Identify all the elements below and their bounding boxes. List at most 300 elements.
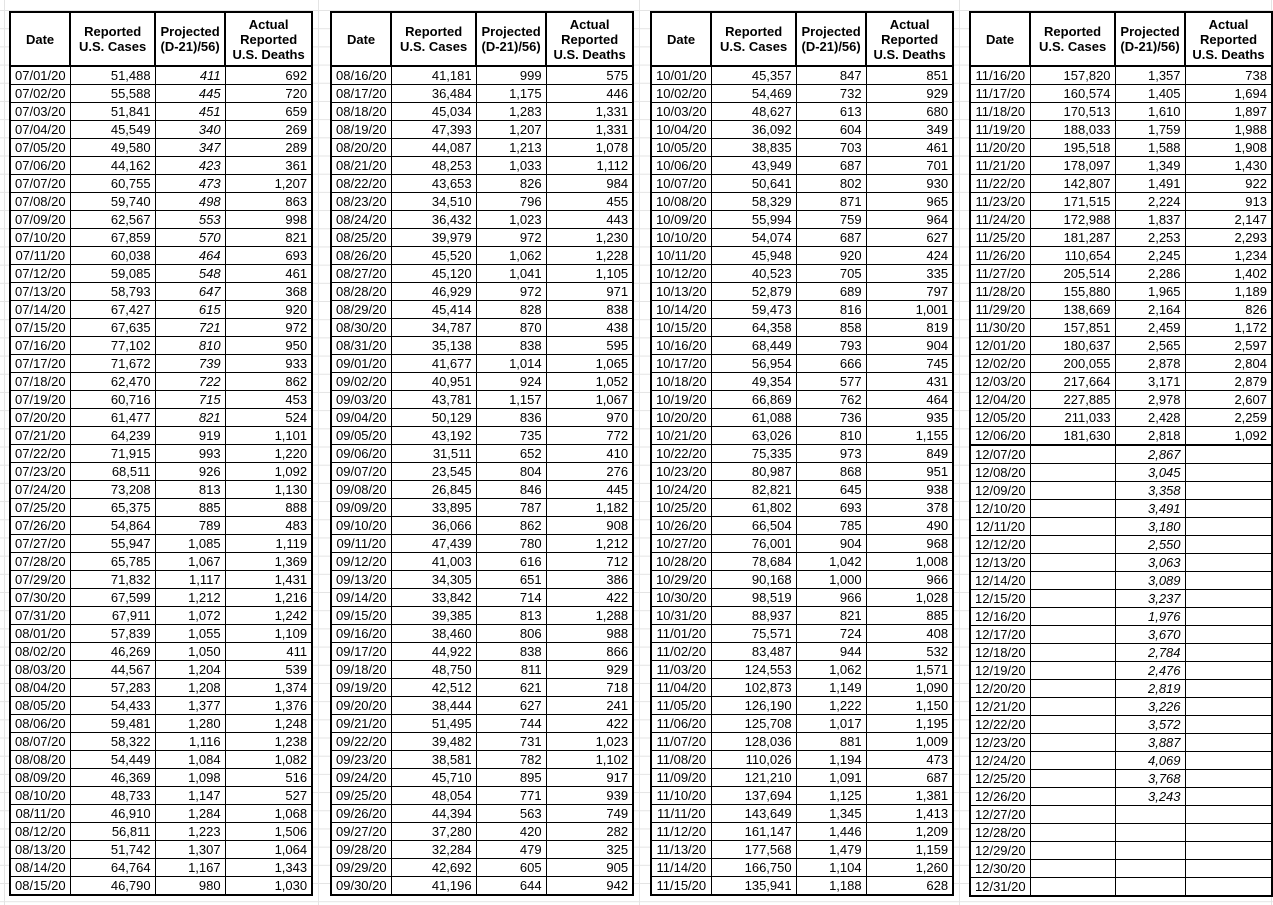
date-cell: 10/07/20	[651, 175, 711, 193]
actual-deaths-cell: 532	[866, 643, 953, 661]
table-row	[10, 229, 312, 247]
table-row	[10, 751, 312, 769]
reported-cases-cell: 35,138	[391, 337, 476, 355]
projected-deaths-cell: 838	[476, 337, 546, 355]
table-row	[651, 823, 953, 841]
reported-cases-cell: 180,637	[1030, 337, 1115, 355]
date-cell: 10/26/20	[651, 517, 711, 535]
date-cell: 08/20/20	[331, 139, 391, 157]
date-cell: 07/17/20	[10, 355, 70, 373]
actual-deaths-cell: 745	[866, 355, 953, 373]
reported-cases-cell: 67,635	[70, 319, 155, 337]
actual-deaths-cell: 797	[866, 283, 953, 301]
reported-cases-cell	[1030, 788, 1115, 806]
table-row	[10, 427, 312, 445]
projected-deaths-cell: 1,223	[155, 823, 225, 841]
table-row	[10, 319, 312, 337]
actual-deaths-cell: 1,119	[225, 535, 312, 553]
reported-cases-cell: 47,393	[391, 121, 476, 139]
actual-deaths-cell: 1,105	[546, 265, 633, 283]
reported-cases-cell: 181,287	[1030, 229, 1115, 247]
reported-cases-cell: 38,460	[391, 625, 476, 643]
projected-deaths-cell: 1,588	[1115, 139, 1185, 157]
table-row	[331, 66, 633, 85]
date-cell: 12/03/20	[970, 373, 1030, 391]
date-cell: 09/16/20	[331, 625, 391, 643]
projected-deaths-cell: 479	[476, 841, 546, 859]
projected-deaths-cell: 2,459	[1115, 319, 1185, 337]
projected-deaths-cell: 736	[796, 409, 866, 427]
date-cell: 07/23/20	[10, 463, 70, 481]
table-row	[331, 445, 633, 463]
table-row	[331, 391, 633, 409]
projected-deaths-cell: 868	[796, 463, 866, 481]
reported-cases-cell	[1030, 716, 1115, 734]
actual-deaths-cell: 1,052	[546, 373, 633, 391]
reported-cases-cell: 38,444	[391, 697, 476, 715]
table-row	[331, 571, 633, 589]
reported-cases-cell: 90,168	[711, 571, 796, 589]
table-row	[331, 157, 633, 175]
actual-deaths-cell: 431	[866, 373, 953, 391]
table-row	[970, 734, 1272, 752]
date-cell: 10/31/20	[651, 607, 711, 625]
reported-cases-cell: 43,781	[391, 391, 476, 409]
projected-deaths-cell: 895	[476, 769, 546, 787]
reported-cases-cell: 170,513	[1030, 103, 1115, 121]
date-cell: 12/28/20	[970, 824, 1030, 842]
actual-deaths-cell: 1,112	[546, 157, 633, 175]
reported-cases-cell: 67,427	[70, 301, 155, 319]
table-row	[331, 283, 633, 301]
date-cell: 07/20/20	[10, 409, 70, 427]
actual-deaths-cell: 2,259	[1185, 409, 1272, 427]
table-row	[10, 391, 312, 409]
projected-deaths-cell: 1,965	[1115, 283, 1185, 301]
reported-cases-cell	[1030, 680, 1115, 698]
projected-deaths-cell: 1,117	[155, 571, 225, 589]
date-cell: 10/03/20	[651, 103, 711, 121]
projected-deaths-cell: 1,479	[796, 841, 866, 859]
table-row	[651, 391, 953, 409]
date-cell: 07/15/20	[10, 319, 70, 337]
actual-deaths-cell	[1185, 734, 1272, 752]
actual-deaths-cell: 942	[546, 877, 633, 896]
table-row	[970, 193, 1272, 211]
table-row	[10, 499, 312, 517]
actual-deaths-cell: 1,092	[1185, 427, 1272, 446]
actual-deaths-cell: 2,293	[1185, 229, 1272, 247]
actual-deaths-cell: 938	[866, 481, 953, 499]
projected-deaths-cell: 828	[476, 301, 546, 319]
reported-cases-cell: 59,473	[711, 301, 796, 319]
table-row	[651, 283, 953, 301]
projected-deaths-cell: 4,069	[1115, 752, 1185, 770]
table-row	[10, 769, 312, 787]
projected-deaths-cell: 1,610	[1115, 103, 1185, 121]
actual-deaths-cell: 411	[225, 643, 312, 661]
projected-deaths-cell: 605	[476, 859, 546, 877]
actual-deaths-cell: 885	[866, 607, 953, 625]
actual-deaths-cell: 453	[225, 391, 312, 409]
table-row	[10, 553, 312, 571]
table-row	[331, 553, 633, 571]
date-cell: 11/23/20	[970, 193, 1030, 211]
actual-deaths-cell: 1,102	[546, 751, 633, 769]
actual-deaths-cell: 1,067	[546, 391, 633, 409]
date-cell: 09/27/20	[331, 823, 391, 841]
projected-deaths-cell: 1,194	[796, 751, 866, 769]
actual-deaths-cell: 1,238	[225, 733, 312, 751]
date-cell: 08/07/20	[10, 733, 70, 751]
reported-cases-cell: 58,793	[70, 283, 155, 301]
date-cell: 10/25/20	[651, 499, 711, 517]
table-row	[651, 463, 953, 481]
table-row	[10, 265, 312, 283]
projected-deaths-cell: 1,084	[155, 751, 225, 769]
projected-deaths-cell: 924	[476, 373, 546, 391]
reported-cases-cell: 39,385	[391, 607, 476, 625]
projected-deaths-cell	[1115, 842, 1185, 860]
date-cell: 07/03/20	[10, 103, 70, 121]
table-row	[970, 518, 1272, 536]
projected-deaths-cell: 1,212	[155, 589, 225, 607]
table-row	[651, 715, 953, 733]
date-cell: 08/08/20	[10, 751, 70, 769]
date-cell: 07/01/20	[10, 66, 70, 85]
actual-deaths-cell: 368	[225, 283, 312, 301]
date-cell: 08/13/20	[10, 841, 70, 859]
date-cell: 11/17/20	[970, 85, 1030, 103]
reported-cases-cell: 52,879	[711, 283, 796, 301]
table-row	[970, 716, 1272, 734]
actual-deaths-cell: 821	[225, 229, 312, 247]
projected-deaths-cell: 1,284	[155, 805, 225, 823]
projected-deaths-cell: 3,491	[1115, 500, 1185, 518]
date-cell: 12/13/20	[970, 554, 1030, 572]
reported-cases-cell: 142,807	[1030, 175, 1115, 193]
projected-deaths-cell: 846	[476, 481, 546, 499]
reported-cases-cell: 34,510	[391, 193, 476, 211]
table-row	[970, 788, 1272, 806]
date-cell: 11/18/20	[970, 103, 1030, 121]
date-cell: 11/13/20	[651, 841, 711, 859]
header-row	[651, 12, 953, 66]
projected-deaths-cell: 810	[155, 337, 225, 355]
date-cell: 09/19/20	[331, 679, 391, 697]
table-row	[331, 643, 633, 661]
column-header-reported-cases: Reported U.S. Cases	[1030, 12, 1115, 66]
actual-deaths-cell: 984	[546, 175, 633, 193]
projected-deaths-cell	[1115, 860, 1185, 878]
actual-deaths-cell: 1,150	[866, 697, 953, 715]
date-cell: 10/02/20	[651, 85, 711, 103]
reported-cases-cell: 56,954	[711, 355, 796, 373]
projected-deaths-cell: 548	[155, 265, 225, 283]
projected-deaths-cell: 1,125	[796, 787, 866, 805]
projected-deaths-cell: 616	[476, 553, 546, 571]
actual-deaths-cell: 968	[866, 535, 953, 553]
projected-deaths-cell: 811	[476, 661, 546, 679]
projected-deaths-cell: 858	[796, 319, 866, 337]
background-gridline-v	[639, 0, 640, 905]
reported-cases-cell: 36,092	[711, 121, 796, 139]
actual-deaths-cell: 2,147	[1185, 211, 1272, 229]
projected-deaths-cell	[1115, 806, 1185, 824]
actual-deaths-cell: 1,189	[1185, 283, 1272, 301]
table-row	[10, 211, 312, 229]
actual-deaths-cell: 933	[225, 355, 312, 373]
reported-cases-cell: 41,003	[391, 553, 476, 571]
reported-cases-cell: 200,055	[1030, 355, 1115, 373]
actual-deaths-cell: 862	[225, 373, 312, 391]
reported-cases-cell: 65,375	[70, 499, 155, 517]
date-cell: 07/02/20	[10, 85, 70, 103]
projected-deaths-cell: 1,042	[796, 553, 866, 571]
background-gridline-v	[959, 0, 960, 905]
table-row	[651, 517, 953, 535]
reported-cases-cell: 172,988	[1030, 211, 1115, 229]
date-cell: 09/04/20	[331, 409, 391, 427]
table-row	[331, 175, 633, 193]
reported-cases-cell: 64,764	[70, 859, 155, 877]
actual-deaths-cell: 1,092	[225, 463, 312, 481]
projected-deaths-cell: 1,055	[155, 625, 225, 643]
date-cell: 08/11/20	[10, 805, 70, 823]
date-cell: 07/30/20	[10, 589, 70, 607]
reported-cases-cell: 43,949	[711, 157, 796, 175]
projected-deaths-cell: 647	[155, 283, 225, 301]
table-row	[10, 841, 312, 859]
reported-cases-cell: 46,369	[70, 769, 155, 787]
table-row	[651, 841, 953, 859]
actual-deaths-cell: 1,090	[866, 679, 953, 697]
table-row	[10, 589, 312, 607]
projected-deaths-cell: 966	[796, 589, 866, 607]
date-cell: 07/18/20	[10, 373, 70, 391]
table-row	[10, 571, 312, 589]
projected-deaths-cell: 885	[155, 499, 225, 517]
projected-deaths-cell: 1,491	[1115, 175, 1185, 193]
reported-cases-cell: 83,487	[711, 643, 796, 661]
reported-cases-cell: 57,839	[70, 625, 155, 643]
table-row	[970, 175, 1272, 193]
projected-deaths-cell: 1,091	[796, 769, 866, 787]
column-header-projected: Projected (D-21)/56)	[155, 12, 225, 66]
date-cell: 10/10/20	[651, 229, 711, 247]
actual-deaths-cell: 950	[225, 337, 312, 355]
reported-cases-cell: 58,322	[70, 733, 155, 751]
actual-deaths-cell: 1,571	[866, 661, 953, 679]
table-row	[10, 661, 312, 679]
reported-cases-cell	[1030, 842, 1115, 860]
projected-deaths-cell: 3,887	[1115, 734, 1185, 752]
table-row	[10, 193, 312, 211]
date-cell: 12/04/20	[970, 391, 1030, 409]
projected-deaths-cell: 1,280	[155, 715, 225, 733]
date-cell: 09/20/20	[331, 697, 391, 715]
table-row	[331, 211, 633, 229]
date-cell: 12/16/20	[970, 608, 1030, 626]
table-row	[651, 337, 953, 355]
date-cell: 12/26/20	[970, 788, 1030, 806]
date-cell: 10/06/20	[651, 157, 711, 175]
reported-cases-cell: 181,630	[1030, 427, 1115, 446]
actual-deaths-cell: 838	[546, 301, 633, 319]
date-cell: 09/02/20	[331, 373, 391, 391]
table-row	[10, 643, 312, 661]
projected-deaths-cell: 2,878	[1115, 355, 1185, 373]
table-row	[331, 373, 633, 391]
table-row	[10, 157, 312, 175]
table-row	[10, 66, 312, 85]
table-row	[651, 697, 953, 715]
reported-cases-cell: 54,864	[70, 517, 155, 535]
reported-cases-cell: 217,664	[1030, 373, 1115, 391]
date-cell: 11/08/20	[651, 751, 711, 769]
reported-cases-cell: 161,147	[711, 823, 796, 841]
date-cell: 09/28/20	[331, 841, 391, 859]
table-row	[651, 265, 953, 283]
date-cell: 11/10/20	[651, 787, 711, 805]
date-cell: 12/21/20	[970, 698, 1030, 716]
table-row	[651, 751, 953, 769]
reported-cases-cell	[1030, 860, 1115, 878]
date-cell: 10/12/20	[651, 265, 711, 283]
reported-cases-cell: 26,845	[391, 481, 476, 499]
actual-deaths-cell: 1,212	[546, 535, 633, 553]
reported-cases-cell: 137,694	[711, 787, 796, 805]
actual-deaths-cell: 1,082	[225, 751, 312, 769]
actual-deaths-cell: 1,078	[546, 139, 633, 157]
reported-cases-cell: 126,190	[711, 697, 796, 715]
reported-cases-cell: 62,470	[70, 373, 155, 391]
date-cell: 09/11/20	[331, 535, 391, 553]
reported-cases-cell: 43,653	[391, 175, 476, 193]
table-row	[10, 715, 312, 733]
actual-deaths-cell: 1,234	[1185, 247, 1272, 265]
reported-cases-cell: 46,910	[70, 805, 155, 823]
header-row	[970, 12, 1272, 66]
actual-deaths-cell: 1,001	[866, 301, 953, 319]
table-row	[651, 571, 953, 589]
actual-deaths-cell: 1,030	[225, 877, 312, 896]
projected-deaths-cell: 1,149	[796, 679, 866, 697]
table-row	[651, 553, 953, 571]
projected-deaths-cell: 3,237	[1115, 590, 1185, 608]
date-cell: 11/14/20	[651, 859, 711, 877]
table-row	[10, 877, 312, 896]
table-row	[331, 85, 633, 103]
reported-cases-cell: 77,102	[70, 337, 155, 355]
reported-cases-cell	[1030, 770, 1115, 788]
reported-cases-cell: 45,120	[391, 265, 476, 283]
reported-cases-cell: 44,394	[391, 805, 476, 823]
actual-deaths-cell: 863	[225, 193, 312, 211]
date-cell: 11/06/20	[651, 715, 711, 733]
actual-deaths-cell: 1,288	[546, 607, 633, 625]
table-row	[970, 337, 1272, 355]
table-row	[970, 554, 1272, 572]
reported-cases-cell: 157,820	[1030, 66, 1115, 85]
projected-deaths-cell: 972	[476, 283, 546, 301]
actual-deaths-cell: 849	[866, 445, 953, 463]
actual-deaths-cell: 490	[866, 517, 953, 535]
actual-deaths-cell: 595	[546, 337, 633, 355]
projected-deaths-cell: 2,164	[1115, 301, 1185, 319]
actual-deaths-cell: 443	[546, 211, 633, 229]
actual-deaths-cell: 1,431	[225, 571, 312, 589]
reported-cases-cell: 36,484	[391, 85, 476, 103]
actual-deaths-cell	[1185, 572, 1272, 590]
date-cell: 10/30/20	[651, 589, 711, 607]
reported-cases-cell: 41,677	[391, 355, 476, 373]
projected-deaths-cell: 451	[155, 103, 225, 121]
date-cell: 10/21/20	[651, 427, 711, 445]
table-row	[970, 103, 1272, 121]
projected-deaths-cell: 920	[796, 247, 866, 265]
projected-deaths-cell: 836	[476, 409, 546, 427]
projected-deaths-cell: 1,349	[1115, 157, 1185, 175]
reported-cases-cell: 40,951	[391, 373, 476, 391]
table-row	[970, 301, 1272, 319]
panel-aug-sep	[330, 11, 634, 896]
reported-cases-cell: 42,512	[391, 679, 476, 697]
date-cell: 07/22/20	[10, 445, 70, 463]
projected-deaths-cell: 1,204	[155, 661, 225, 679]
projected-deaths-cell: 735	[476, 427, 546, 445]
reported-cases-cell: 125,708	[711, 715, 796, 733]
projected-deaths-cell: 731	[476, 733, 546, 751]
table-row	[970, 445, 1272, 464]
projected-deaths-cell: 732	[796, 85, 866, 103]
reported-cases-cell: 38,581	[391, 751, 476, 769]
column-header-reported-cases: Reported U.S. Cases	[70, 12, 155, 66]
table-row	[970, 536, 1272, 554]
table-row	[970, 464, 1272, 482]
reported-cases-cell: 54,469	[711, 85, 796, 103]
actual-deaths-cell: 1,008	[866, 553, 953, 571]
actual-deaths-cell: 917	[546, 769, 633, 787]
actual-deaths-cell: 929	[546, 661, 633, 679]
projected-deaths-cell: 613	[796, 103, 866, 121]
reported-cases-cell	[1030, 644, 1115, 662]
reported-cases-cell: 65,785	[70, 553, 155, 571]
table-row	[651, 121, 953, 139]
date-cell: 10/11/20	[651, 247, 711, 265]
date-cell: 11/15/20	[651, 877, 711, 896]
reported-cases-cell: 61,477	[70, 409, 155, 427]
table-row	[331, 859, 633, 877]
reported-cases-cell	[1030, 554, 1115, 572]
table-row	[651, 787, 953, 805]
actual-deaths-cell: 718	[546, 679, 633, 697]
projected-deaths-cell: 1,085	[155, 535, 225, 553]
projected-deaths-cell: 2,565	[1115, 337, 1185, 355]
reported-cases-cell: 45,357	[711, 66, 796, 85]
date-cell: 10/09/20	[651, 211, 711, 229]
actual-deaths-cell: 905	[546, 859, 633, 877]
reported-cases-cell: 54,074	[711, 229, 796, 247]
projected-deaths-cell: 2,286	[1115, 265, 1185, 283]
table-row	[970, 265, 1272, 283]
reported-cases-cell: 42,692	[391, 859, 476, 877]
date-cell: 08/30/20	[331, 319, 391, 337]
table-row	[10, 607, 312, 625]
projected-deaths-cell: 1,062	[476, 247, 546, 265]
projected-deaths-cell: 762	[796, 391, 866, 409]
date-cell: 09/26/20	[331, 805, 391, 823]
